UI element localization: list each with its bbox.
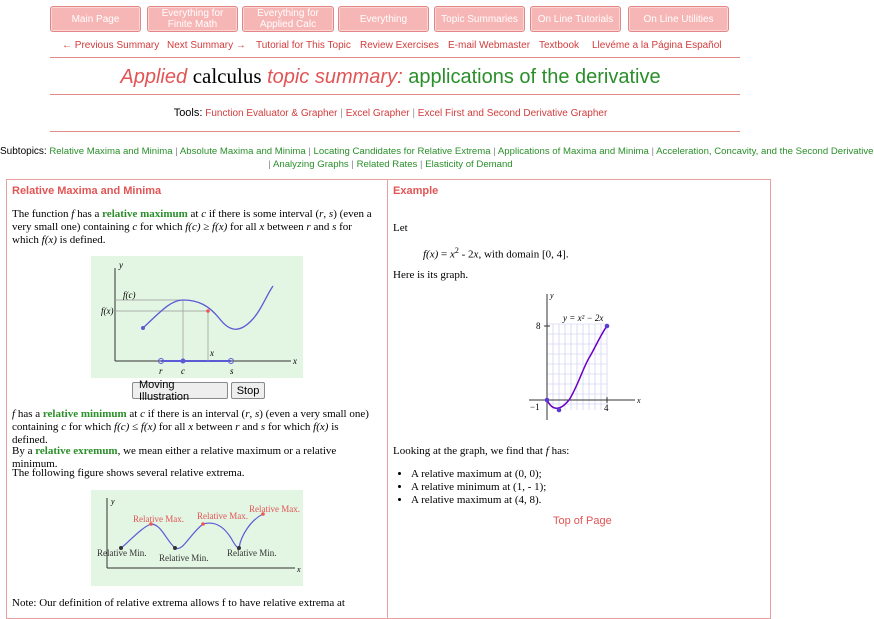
- text: at: [187, 208, 202, 220]
- subtopic-second-derivative[interactable]: Acceleration, Concavity, and the Second Derivative: [656, 146, 874, 157]
- text: ,: [249, 408, 255, 420]
- term-relative-minimum: relative minimum: [42, 408, 127, 420]
- tab-online-tutorials[interactable]: On Line Tutorials: [530, 6, 621, 32]
- text: and: [310, 221, 333, 233]
- moving-illustration-button[interactable]: Moving Illustration: [132, 382, 228, 399]
- subtopic-separator: |: [175, 146, 178, 157]
- main-nav: [50, 6, 740, 32]
- example-looking: [393, 445, 569, 458]
- fig2-y-label: y: [111, 497, 115, 506]
- tab-everything-finite-math[interactable]: Everything for Finite Math: [147, 6, 238, 32]
- var: f(x): [140, 421, 157, 433]
- var: x: [188, 421, 194, 433]
- text: for which: [66, 421, 115, 433]
- content-panel: [6, 179, 771, 619]
- var: s: [332, 221, 337, 233]
- fig1-y-label: y: [119, 260, 123, 270]
- var: s: [260, 421, 266, 433]
- fig1-c-label: c: [181, 366, 185, 376]
- title-subject: applications of the derivative: [408, 66, 661, 88]
- text: between: [193, 421, 236, 433]
- text: ≥: [200, 221, 213, 233]
- link-next-summary[interactable]: Next Summary →: [167, 40, 246, 51]
- text: for which: [12, 221, 352, 246]
- var: x: [259, 221, 265, 233]
- text: ,: [323, 208, 329, 220]
- text: if there is some interval (: [206, 208, 320, 220]
- var: c: [140, 408, 146, 420]
- subtopic-analyzing-graphs[interactable]: Analyzing Graphs: [272, 159, 349, 170]
- extrema-list: [397, 468, 546, 507]
- var: x: [473, 248, 479, 261]
- tools-label: Tools:: [173, 107, 203, 119]
- tab-online-utilities[interactable]: On Line Utilities: [628, 6, 729, 32]
- var: r: [235, 421, 240, 433]
- text: , with domain [0, 4].: [478, 248, 569, 261]
- title-calculus: calculus: [192, 64, 262, 88]
- example-curve-label: y = x² − 2x: [563, 313, 604, 323]
- fig2-max-label-3: Relative Max.: [249, 504, 300, 514]
- left-heading: Relative Maxima and Minima: [12, 185, 162, 197]
- text: Looking at the graph, we find that: [393, 445, 546, 457]
- text: =: [438, 248, 450, 261]
- subtopic-applications[interactable]: Applications of Maxima and Minima: [497, 146, 649, 157]
- list-item: • A relative maximum at (0, 0);: [411, 468, 546, 481]
- list-item: • A relative minimum at (1, - 1);: [411, 481, 546, 494]
- fig1-fx-label: f(x): [101, 306, 114, 316]
- term-relative-extremum: relative exremum: [35, 445, 118, 457]
- tab-everything-applied-calc[interactable]: Everything for Applied Calc: [242, 6, 334, 32]
- divider-top: [50, 57, 740, 58]
- relative-max-figure: [91, 256, 303, 378]
- link-espanol[interactable]: Llevéme a la Página Español: [592, 40, 722, 51]
- text: The function: [12, 208, 72, 220]
- subtopic-separator: |: [351, 159, 354, 170]
- var: r: [319, 208, 324, 220]
- example-function: [423, 244, 569, 262]
- var: f(c): [185, 221, 201, 233]
- subtopic-separator: |: [651, 146, 654, 157]
- fig2-min-label-1: Relative Min.: [97, 548, 147, 558]
- fig2-min-label-3: Relative Min.: [227, 548, 277, 558]
- var: c: [201, 208, 207, 220]
- tab-topic-summaries[interactable]: Topic Summaries: [434, 6, 525, 32]
- tab-main-page[interactable]: Main Page: [50, 6, 141, 32]
- tools-bar: [0, 107, 781, 119]
- text: is defined.: [56, 234, 106, 246]
- page-title: [0, 64, 781, 89]
- subtopics-label: Subtopics:: [0, 146, 47, 157]
- term-relative-maximum: relative maximum: [102, 208, 188, 220]
- var: f: [545, 445, 549, 457]
- tool-function-evaluator[interactable]: Function Evaluator & Grapher: [205, 108, 338, 119]
- fig2-max-label-2: Relative Max.: [197, 511, 248, 521]
- column-divider: [387, 180, 388, 618]
- note-cut-off: Note: Our definition of relative extrema allows f to have relative extrema at: [12, 597, 345, 609]
- link-previous-summary[interactable]: ← Previous Summary: [62, 40, 160, 51]
- text: if there is an interval (: [145, 408, 246, 420]
- var: f: [12, 408, 16, 420]
- relative-max-graph: [91, 256, 303, 378]
- text: ) (even a very small one) containing: [12, 408, 369, 433]
- text: ≤: [129, 421, 141, 433]
- text: , we mean either a relative maximum or a relative minimum.: [12, 445, 337, 470]
- tab-everything[interactable]: Everything: [338, 6, 429, 32]
- example-y-axis-label: y: [550, 291, 554, 300]
- example-here: Here is its graph.: [393, 269, 469, 281]
- var: s: [254, 408, 260, 420]
- list-item: • A relative maximum at (4, 8).: [411, 494, 546, 507]
- top-of-page-link[interactable]: Top of Page: [553, 515, 612, 527]
- subtopic-separator: |: [420, 159, 423, 170]
- fig1-xmark-label: x: [210, 348, 214, 358]
- subtopic-elasticity[interactable]: Elasticity of Demand: [425, 159, 513, 170]
- var: f(x): [212, 221, 228, 233]
- text: By a: [12, 445, 36, 457]
- var: x: [449, 248, 455, 261]
- fig1-s-label: s: [230, 366, 234, 376]
- text: for all: [156, 421, 189, 433]
- subtopic-absolute-extrema[interactable]: Absolute Maxima and Minima: [179, 146, 306, 157]
- text: and: [239, 421, 261, 433]
- text: at: [126, 408, 141, 420]
- text: is defined.: [12, 421, 339, 446]
- fig1-x-label: x: [293, 356, 297, 366]
- var: c: [61, 421, 67, 433]
- text: - 2: [458, 248, 474, 261]
- divider-title: [50, 94, 740, 95]
- title-topic-summary: topic summary:: [267, 66, 403, 88]
- link-email-webmaster[interactable]: E-mail Webmaster: [448, 40, 531, 51]
- fig1-r-label: r: [159, 366, 163, 376]
- example-tick-x4: 4: [604, 403, 609, 413]
- fig2-min-label-2: Relative Min.: [159, 553, 209, 563]
- text: has a: [15, 408, 43, 420]
- example-x-axis-label: x: [637, 396, 641, 405]
- var: c: [132, 221, 138, 233]
- title-applied: Applied: [120, 66, 188, 88]
- relative-max-definition: [12, 208, 372, 247]
- subtopic-separator: |: [268, 159, 271, 170]
- text: between: [264, 221, 307, 233]
- relative-extrema-figure: [91, 490, 303, 586]
- link-textbook[interactable]: Textbook: [539, 40, 580, 51]
- link-tutorial[interactable]: Tutorial for This Topic: [256, 40, 351, 51]
- divider-tools: [50, 131, 740, 132]
- fig2-x-label: x: [297, 565, 301, 574]
- figure-intro: The following figure shows several relative extrema.: [12, 467, 245, 479]
- stop-button[interactable]: Stop: [231, 382, 265, 399]
- text: for which: [137, 221, 186, 233]
- var: r: [306, 221, 311, 233]
- subtopics-bar: [0, 145, 874, 171]
- var: r: [245, 408, 250, 420]
- fig1-fc-label: f(c): [123, 290, 136, 300]
- example-graph: [521, 288, 647, 430]
- example-tick-xm1: −1: [530, 402, 540, 412]
- fig2-max-label-1: Relative Max.: [133, 514, 184, 524]
- subtopic-related-rates[interactable]: Related Rates: [356, 159, 418, 170]
- var: s: [328, 208, 334, 220]
- var: f(x): [423, 248, 439, 261]
- link-review-exercises[interactable]: Review Exercises: [360, 40, 439, 51]
- text: has:: [548, 445, 570, 457]
- var: f: [71, 208, 75, 220]
- secondary-nav: [0, 40, 781, 54]
- relative-min-definition: [12, 408, 372, 447]
- text: for which: [265, 421, 314, 433]
- subtopic-relative-extrema[interactable]: Relative Maxima and Minima: [49, 146, 173, 157]
- var: f(x): [41, 234, 57, 246]
- subtopic-separator: |: [308, 146, 311, 157]
- relative-extrema-graph: [91, 490, 303, 586]
- text: has a: [74, 208, 103, 220]
- text: ) (even a very small one) containing: [12, 208, 372, 233]
- exponent: 2: [454, 246, 459, 255]
- tools-separator: |: [412, 108, 415, 119]
- subtopic-locating-candidates[interactable]: Locating Candidates for Relative Extrema: [313, 146, 491, 157]
- right-heading: Example: [393, 185, 439, 197]
- example-tick-y8: 8: [536, 321, 541, 331]
- tool-excel-grapher[interactable]: Excel Grapher: [345, 108, 410, 119]
- var: f(c): [114, 421, 130, 433]
- text: for all: [227, 221, 260, 233]
- example-let: Let: [393, 222, 408, 234]
- tool-excel-derivative-grapher[interactable]: Excel First and Second Derivative Grapher: [417, 108, 608, 119]
- var: f(x): [313, 421, 329, 433]
- tools-separator: |: [340, 108, 343, 119]
- subtopic-separator: |: [493, 146, 496, 157]
